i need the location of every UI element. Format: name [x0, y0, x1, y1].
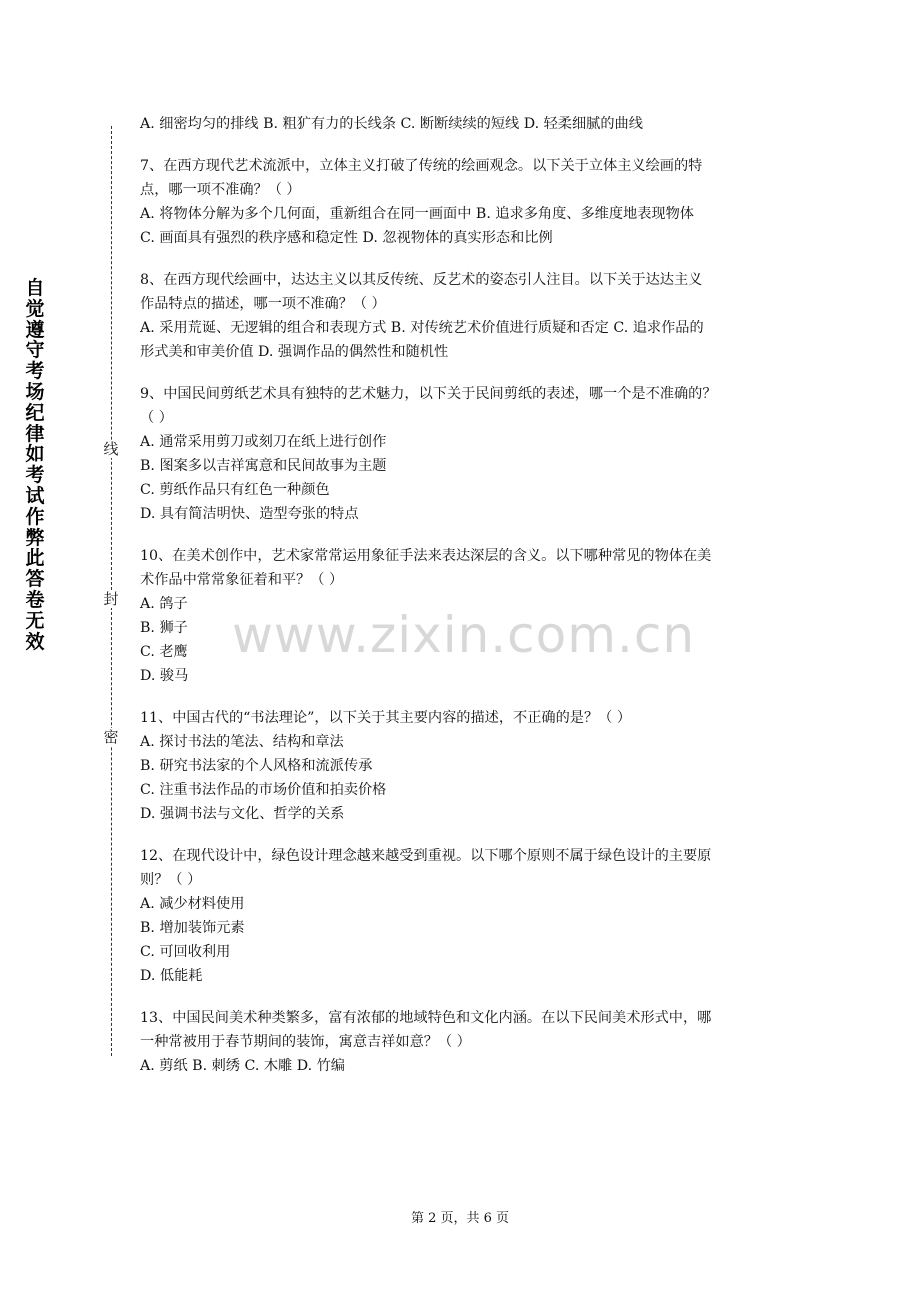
question-line: A. 细密均匀的排线 B. 粗犷有力的长线条 C. 断断续续的短线 D. 轻柔细腻的曲线 [140, 116, 643, 132]
question-list [140, 112, 790, 1096]
question-line: 术作品中常常象征着和平？（ ） [140, 572, 344, 588]
question-line: 点，哪一项不准确？（ ） [140, 182, 301, 198]
question-block [140, 112, 790, 136]
question-line: B. 增加装饰元素 [140, 920, 245, 936]
question-line: 作品特点的描述，哪一项不准确？（ ） [140, 296, 386, 312]
seal-label-mi: 密 [103, 728, 119, 746]
seal-label-feng: 封 [103, 590, 119, 608]
seal-label-xian: 线 [103, 440, 119, 458]
page-footer: 第 2 页，共 6 页 [410, 1211, 510, 1226]
question-line: C. 可回收利用 [140, 944, 231, 960]
question-line: 13、中国民间美术种类繁多，富有浓郁的地域特色和文化内涵。在以下民间美术形式中，哪 [140, 1010, 712, 1026]
question-block [140, 544, 790, 688]
question-line: B. 图案多以吉祥寓意和民间故事为主题 [140, 458, 387, 474]
question-block [140, 706, 790, 826]
question-block [140, 382, 790, 526]
question-block [140, 844, 790, 988]
question-line: D. 骏马 [140, 668, 189, 684]
question-line: 一种常被用于春节期间的装饰，寓意吉祥如意？（ ） [140, 1034, 471, 1050]
question-line: （ ） [140, 410, 173, 426]
question-line: C. 画面具有强烈的秩序感和稳定性 D. 忽视物体的真实形态和比例 [140, 230, 553, 246]
question-line: 12、在现代设计中，绿色设计理念越来越受到重视。以下哪个原则不属于绿色设计的主要原 [140, 848, 712, 864]
question-line: C. 注重书法作品的市场价值和拍卖价格 [140, 782, 387, 798]
question-line: 8、在西方现代绘画中，达达主义以其反传统、反艺术的姿态引人注目。以下关于达达主义 [140, 272, 703, 288]
question-line: B. 研究书法家的个人风格和流派传承 [140, 758, 373, 774]
question-block [140, 268, 790, 364]
question-line: 则？（ ） [140, 872, 202, 888]
question-line: D. 低能耗 [140, 968, 203, 984]
question-line: A. 减少材料使用 [140, 896, 245, 912]
question-line: D. 强调书法与文化、哲学的关系 [140, 806, 345, 822]
question-line: 9、中国民间剪纸艺术具有独特的艺术魅力，以下关于民间剪纸的表述，哪一个是不准确的？ [140, 386, 717, 402]
question-line: 形式美和审美价值 D. 强调作品的偶然性和随机性 [140, 344, 449, 360]
question-line: A. 鸽子 [140, 596, 188, 612]
side-notice: 自觉遵守考场纪律如考试作弊此答卷无效 [25, 277, 45, 653]
question-line: A. 采用荒诞、无逻辑的组合和表现方式 B. 对传统艺术价值进行质疑和否定 C. 追求作品的 [140, 320, 704, 336]
question-line: C. 老鹰 [140, 644, 188, 660]
question-line: D. 具有简洁明快、造型夸张的特点 [140, 506, 359, 522]
question-line: A. 通常采用剪刀或刻刀在纸上进行创作 [140, 434, 387, 450]
question-line: 7、在西方现代艺术流派中，立体主义打破了传统的绘画观念。以下关于立体主义绘画的特 [140, 158, 703, 174]
question-line: C. 剪纸作品只有红色一种颜色 [140, 482, 330, 498]
question-line: A. 探讨书法的笔法、结构和章法 [140, 734, 344, 750]
question-block [140, 154, 790, 250]
question-line: 11、中国古代的“书法理论”，以下关于其主要内容的描述，不正确的是？（ ） [140, 710, 632, 726]
question-line: A. 将物体分解为多个几何面，重新组合在同一画面中 B. 追求多角度、多维度地表现物体 [140, 206, 694, 222]
question-block [140, 1006, 790, 1078]
watermark: www.zixin.com.cn [232, 606, 696, 664]
question-line: A. 剪纸 B. 刺绣 C. 木雕 D. 竹编 [140, 1058, 345, 1074]
question-line: B. 狮子 [140, 620, 188, 636]
question-line: 10、在美术创作中，艺术家常常运用象征手法来表达深层的含义。以下哪种常见的物体在美 [140, 548, 712, 564]
